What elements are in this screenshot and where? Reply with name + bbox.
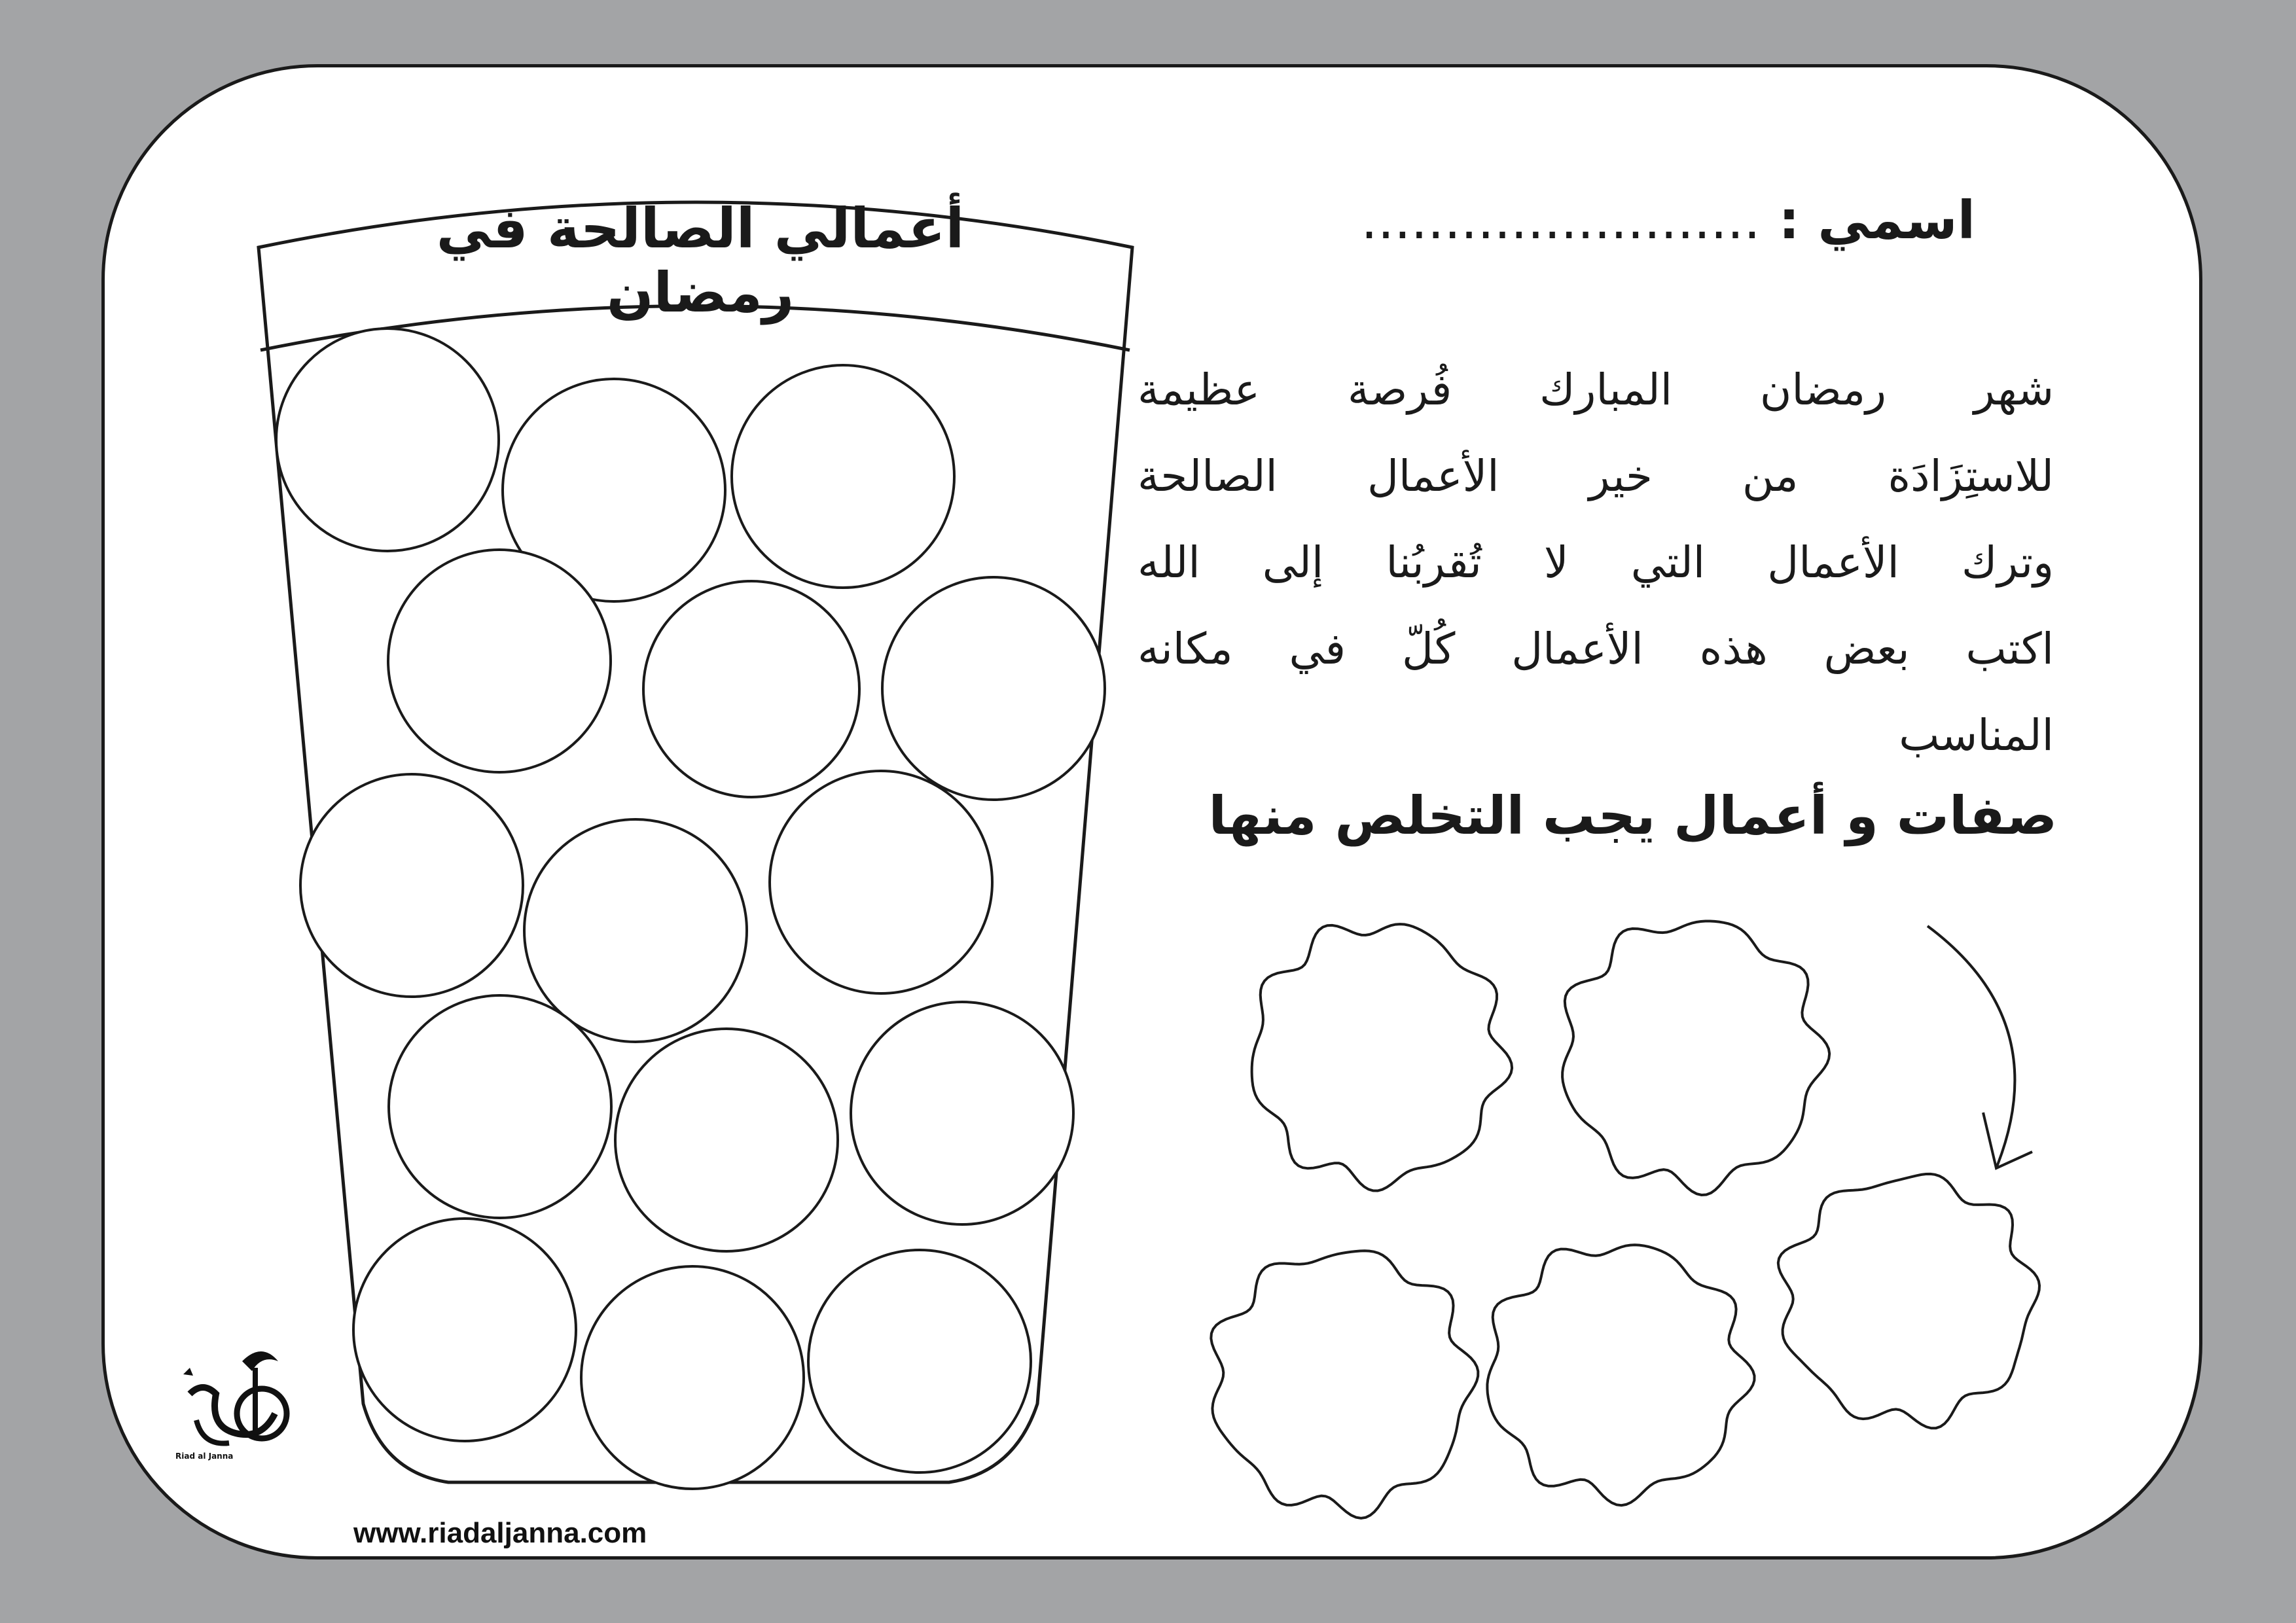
name-label: اسمي : [1778,190,1975,251]
website-link[interactable]: www.riadaljanna.com [353,1517,647,1549]
instructions-paragraph [1138,347,2054,779]
answer-circle[interactable] [389,995,611,1218]
answer-circle[interactable] [808,1250,1031,1472]
habits-heading: صفات و أعمال يجب التخلص منها [1208,785,2057,846]
instruction-line: للاستِزَادَة من خير الأعمال الصالحة [1138,451,2054,501]
habit-blob-shape[interactable] [1562,921,1829,1196]
answer-circle[interactable] [388,550,611,772]
habit-blob-shape[interactable] [1252,924,1513,1190]
arrowhead-icon [1983,1113,2032,1168]
habit-blob-shape[interactable] [1778,1174,2039,1428]
answer-circle[interactable] [300,774,523,997]
answer-circle[interactable] [524,819,747,1042]
answer-circle[interactable] [353,1219,576,1441]
answer-circle[interactable] [732,365,954,588]
answer-circle[interactable] [770,771,992,993]
habit-blob-shape[interactable] [1211,1251,1478,1518]
answer-circle[interactable] [615,1029,838,1251]
answer-circle[interactable] [882,577,1105,800]
instruction-line: اكتب بعض هذه الأعمال كُلّ في مكانه [1138,624,2054,674]
name-blank-line[interactable]: ........................ [1361,190,1761,251]
instruction-line: شهر رمضان المبارك فُرصة عظيمة [1138,365,2054,415]
instruction-line: وترك الأعمال التي لا تُقربُنا إلى الله [1138,537,2054,588]
riad-al-janna-logo-icon [164,1335,314,1486]
instruction-line: المناسب [1899,710,2054,760]
jar-title: أعمالي الصالحة في رمضان [436,196,965,325]
habit-blob-shape[interactable] [1487,1245,1754,1505]
name-field[interactable] [1361,190,1975,251]
answer-circle[interactable] [581,1266,804,1489]
answer-circle[interactable] [851,1002,1073,1224]
answer-circle[interactable] [643,581,859,797]
logo-brand-text: Riad al Janna [175,1452,234,1461]
arrow-icon [1928,926,2015,1168]
answer-circle[interactable] [276,329,499,551]
